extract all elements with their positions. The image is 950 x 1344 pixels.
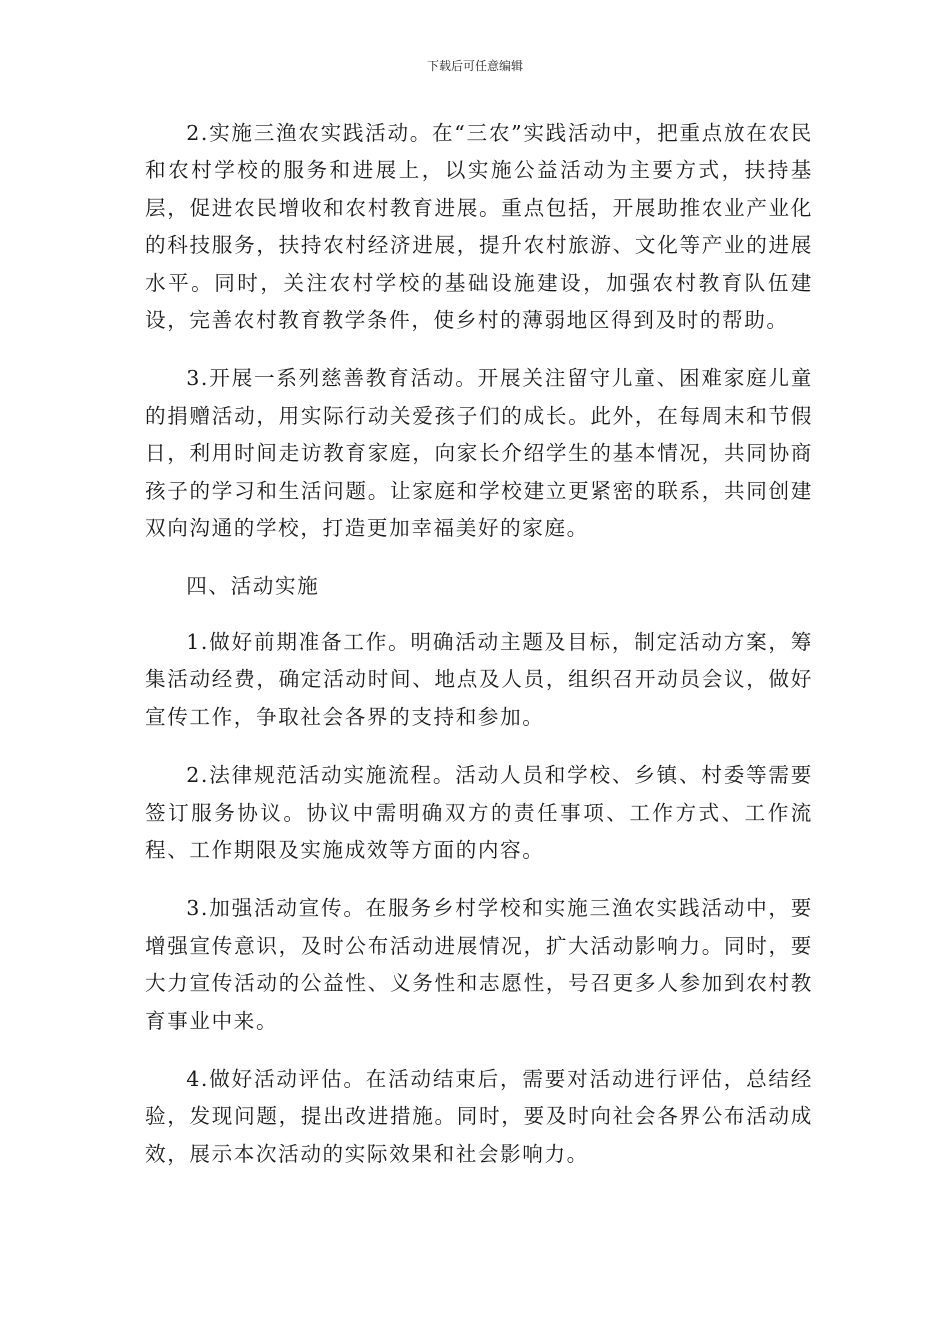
document-body [145,115,813,1194]
section-heading: 四、活动实施 [186,574,320,599]
page-header-note: 下载后可任意编辑 [426,59,523,73]
section-paragraph-4: 4.做好活动评估。在活动结束后，需要对活动进行评估，总结经验，发现问题，提出改进措施。同时，要及时向社会各界公布活动成效，展示本次活动的实际效果和社会影响力。 [145,1066,813,1166]
section-paragraph-2: 2.法律规范活动实施流程。活动人员和学校、乡镇、村委等需要签订服务协议。协议中需明确双方的责任事项、工作方式、工作流程、工作期限及实施成效等方面的内容。 [145,763,813,862]
paragraph-item-3: 3.开展一系列慈善教育活动。开展关注留守儿童、困难家庭儿童的捐赠活动，用实际行动关爱孩子们的成长。此外，在每周末和节假日，利用时间走访教育家庭，向家长介绍学生的基本情况，共同协商孩子的学习和生活问题。让家庭和学校建立更紧密的联系，共同创建双向沟通的学校，打造更加幸福美好的家庭。 [145,366,813,541]
paragraph-item-2: 2.实施三渔农实践活动。在“三农”实践活动中，把重点放在农民和农村学校的服务和进展上，以实施公益活动为主要方式，扶持基层，促进农民增收和农村教育进展。重点包括，开展助推农业产业化的科技服务，扶持农村经济进展，提升农村旅游、文化等产业的进展水平。同时，关注农村学校的基础设施建设，加强农村教育队伍建设，完善农村教育教学条件，使乡村的薄弱地区得到及时的帮助。 [145,121,813,333]
section-paragraph-3: 3.加强活动宣传。在服务乡村学校和实施三渔农实践活动中，要增强宣传意识，及时公布活动进展情况，扩大活动影响力。同时，要大力宣传活动的公益性、义务性和志愿性，号召更多人参加到农村教育事业中来。 [145,896,813,1033]
section-paragraph-1: 1.做好前期准备工作。明确活动主题及目标，制定活动方案，筹集活动经费，确定活动时间、地点及人员，组织召开动员会议，做好宣传工作，争取社会各界的支持和参加。 [145,629,813,729]
